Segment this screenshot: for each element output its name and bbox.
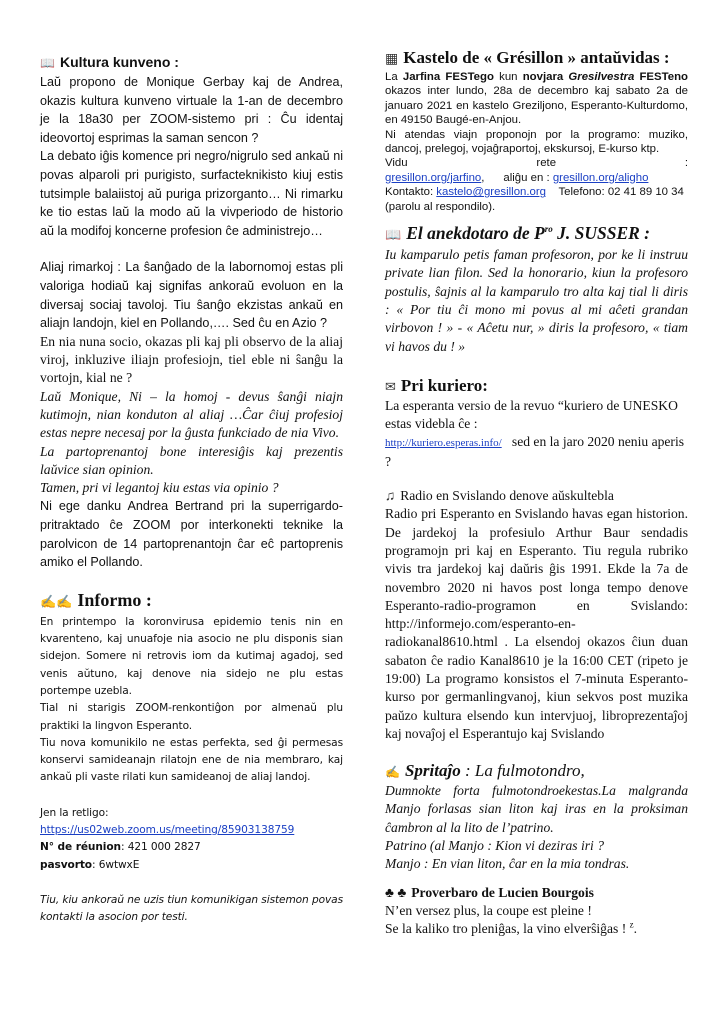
text: kun xyxy=(493,71,523,83)
meeting-number-label: N° de réunion xyxy=(40,841,121,854)
castle-grid-icon: ▦ xyxy=(385,52,399,67)
informo-closing: Tiu, kiu ankoraŭ ne uzis tiun komunikigan sistemon povas kontakti la asocion por testi. xyxy=(40,893,343,924)
spritajo-heading xyxy=(385,761,688,782)
kultura-kunveno-section xyxy=(40,52,343,572)
kuriero-heading xyxy=(385,376,688,397)
kuriero-title: Pri kuriero: xyxy=(400,375,488,395)
email-link[interactable]: kastelo@gresillon.org xyxy=(436,186,546,199)
informo-paragraph-1: En printempo la koronvirusa epidemio tenis nin en kvarenteno, kaj unuafoje nia asocio ne plu disponis sian sidejon. Somere ni retrovis iom da kutimaj agadoj, sed venis aŭtuno, kaj denove nia sidejo ne plu estas portempe uzebla. xyxy=(40,615,343,697)
proverbaro-section xyxy=(385,884,688,939)
phone-text: Telefono: 02 41 89 10 34 (parolu al respondilo). xyxy=(385,186,688,213)
radio-title: Radio en Svislando denove aŭskultebla xyxy=(400,488,614,504)
meeting-number-line xyxy=(40,839,343,856)
kultura-paragraph-5: Laŭ Monique, Ni – la homoj - devus ŝanĝi niajn kutimojn, nian konduton al aliaj …Ĉar ĉiuj profesioj estas nepre necesaj por la ĝusta funkciado de nia Vivo. xyxy=(40,388,343,441)
spritajo-line-1: Dumnokte forta fulmotondroekestas.La malgranda Manjo forlasas sian liton kaj iras en la proksiman ĉambron al la lito de l’patrino. xyxy=(385,783,688,835)
contact-label: Kontakto: xyxy=(385,186,437,199)
kastelo-heading xyxy=(385,48,688,70)
informo-paragraph-3: Tiu nova komunikilo ne estas perfekta, sed ĝi permesas konservi samideanajn rilatojn ene de nia membraro, kaj ankaŭ pli vaste rilati kun samideanoj de aliaj landoj. xyxy=(40,736,343,784)
text: , aliĝu en : xyxy=(481,171,553,184)
informo-title: Informo : xyxy=(77,589,152,610)
zoom-meeting-link[interactable]: https://us02web.zoom.us/meeting/85903138759 xyxy=(40,824,295,837)
link-intro: Jen la retligo: xyxy=(40,806,109,819)
book-icon: 📖 xyxy=(385,227,402,243)
jarfino-link[interactable]: gresillon.org/jarfino xyxy=(385,171,482,184)
meeting-number-value: : 421 000 2827 xyxy=(120,841,201,854)
informo-section xyxy=(40,588,343,927)
event-name: Jarfina FESTego xyxy=(402,71,494,83)
anekdotaro-heading xyxy=(385,222,688,246)
proverb-french: N’en versez plus, la coupe est pleine ! xyxy=(385,902,592,918)
text: sed en la jaro 2020 neniu aperis ? xyxy=(385,434,688,469)
writing-hand-icon: ✍✍ xyxy=(40,593,73,609)
proverb-esperanto xyxy=(385,920,688,938)
spacer xyxy=(40,874,343,892)
kultura-paragraph-1: Laŭ propono de Monique Gerbay kaj de Andrea, okazis kultura kunveno virtuale la 1-an de decembro je la 18a30 per ZOOM-sistemo pri : Ĉu identaj ideovortoj esprimas la saman sencon ? xyxy=(40,75,343,145)
radio-heading xyxy=(385,487,688,505)
text: okazos inter lundo, 28a de decembro kaj sabato 2a de januaro 2021 en kastelo Greziljono, Esperanto-Kulturdomo, en 49150 Baugé-en-Anjou. xyxy=(385,85,688,127)
spritajo-title: Spritaĵo xyxy=(404,761,461,781)
kultura-paragraph-4: En nia nuna socio, okazas pli kaj pli observo de la aliaj viroj, inkluzive iliajn profesiojn, tiel eble ni ŝanĝu la vortojn, kial ne ? xyxy=(40,333,343,386)
kultura-paragraph-8: Ni ege danku Andrea Bertrand pri la superrigardo-pritraktado ĉe ZOOM por interkonekti teknike la parolvicon de 14 partoprenantojn ĉar eĉ partoprenis amiko el Pollando. xyxy=(40,499,343,570)
text: Se la kaliko tro pleniĝas, la vino elverŝiĝas ! xyxy=(385,921,630,937)
kastelo-title: Kastelo de « Grésillon » antaŭvidas : xyxy=(403,48,670,67)
kultura-paragraph-2: La debato iĝis komence pri negro/nigrulo sed ankaŭ ni povas alparoli pri purigisto, surfacteknikisto kiuj estis tutsimple balaiistoj aŭ puriga prizorganto… Ni rimarku ke tio estas laŭ la modo aŭ la vivperiodo de historio aŭ la modifoj koncerne profesion ĉe administrejo… xyxy=(40,149,343,238)
right-column xyxy=(385,48,688,939)
password-line xyxy=(40,857,343,874)
kastelo-paragraph-1 xyxy=(385,70,688,128)
writing-hand-icon: ✍ xyxy=(385,765,400,780)
spacer xyxy=(385,356,688,376)
aligho-link[interactable]: gresillon.org/aligho xyxy=(552,171,649,184)
informo-heading xyxy=(40,588,343,614)
informo-paragraph-2: Tial ni starigis ZOOM-renkontiĝon por almenaŭ plu praktiki la lingvon Esperanto. xyxy=(40,702,343,732)
kuriero-text: La esperanta versio de la revuo “kuriero de UNESKO estas videbla ĉe : xyxy=(385,397,678,432)
password-label: pasvorto xyxy=(40,858,92,871)
proverbaro-heading xyxy=(385,884,688,902)
event-name-2: novjara xyxy=(522,71,569,83)
kuriero-link-line xyxy=(385,433,688,471)
spritajo-subtitle: : La fulmotondro, xyxy=(460,761,585,781)
text: . xyxy=(633,921,638,937)
spacer xyxy=(385,743,688,761)
password-value: : 6wtwxE xyxy=(92,858,140,871)
anekdotaro-title: El anekdotaro de P xyxy=(406,223,545,244)
spacer xyxy=(40,240,343,258)
radio-text: Radio pri Esperanto en Svislando havas egan historion. De jardekoj la profesiulo Arthur Baur sendadis programojn pri kaj en Esperanto. Tiu regula rubriko vivis tra jardekoj kaj daŭris ĝis 1991. Ekde la 7a de novembro 2020 ni havos post longa tempo denove Esperanto-radio-programon en Svislando: http://informejo.com/esperanto-en-radiokanal8610.html . La elsendoj okazos ĉiun duan sabaton ĉe radio Kanal8610 je la 16:00 CET (ripeto je 19:00) La programo konsistos el 7-minuta Esperanto-kurso por germanlingvanoj, kiun sekvos post muzika paŭzo kultura elsendo kun intervjuoj, libroprezentaĵoj kaj novaĵoj el Esperantujo kaj Svislando xyxy=(385,506,688,741)
kultura-paragraph-7: Tamen, pri vi legantoj kiu estas via opinio ? xyxy=(40,480,279,496)
kultura-paragraph-6: La partoprenantoj bone interesiĝis kaj prezentis laŭvice sian opinion. xyxy=(40,443,343,477)
kultura-title: Kultura kunveno : xyxy=(59,54,179,70)
event-name-italic: Gresilvestra xyxy=(568,71,635,83)
anekdotaro-section xyxy=(385,222,688,356)
kastelo-section xyxy=(385,48,688,214)
book-icon: 📖 xyxy=(40,56,55,70)
spacer xyxy=(385,874,688,884)
kultura-heading xyxy=(40,52,343,73)
title-superscript: ro xyxy=(544,224,553,235)
spritajo-line-2: Patrino (al Manjo : Kion vi deziras iri ? xyxy=(385,838,605,854)
spacer xyxy=(385,471,688,487)
anekdotaro-title-name: J. SUSSER : xyxy=(552,223,651,244)
envelope-icon: ✉ xyxy=(385,378,396,394)
kastelo-contact xyxy=(385,185,688,214)
club-suit-icon: ♣ ♣ xyxy=(385,884,407,900)
kuriero-link[interactable]: http://kuriero.esperas.info/ xyxy=(385,437,502,450)
anekdotaro-text: Iu kamparulo petis faman profesoron, por ke li instruu private lian filon. Sed la honorario, kiun la profesoro postulis, ŝajnis al la kamparulo tro alta kaj tial li diris : « Por tiu ĉi mono mi povus al mi aĉeti grandan virbovon ! » - « Aĉetu nur, » diris la profesoro, « tiam vi havos du ! » xyxy=(385,247,688,354)
zoom-link-line xyxy=(40,822,343,839)
music-note-icon: ♫ xyxy=(385,488,396,504)
left-column xyxy=(40,52,343,927)
event-name-3: FESTeno xyxy=(634,71,688,83)
proverbaro-title: Proverbaro de Lucien Bourgois xyxy=(411,884,594,900)
kastelo-links xyxy=(385,156,688,185)
spritajo-section xyxy=(385,761,688,873)
kuriero-section xyxy=(385,376,688,471)
spacer xyxy=(40,572,343,588)
radio-section xyxy=(385,487,688,743)
text: Vidu rete : xyxy=(385,157,688,170)
spritajo-line-3: Manjo : En vian liton, ĉar en la mia tondras. xyxy=(385,856,630,872)
kultura-paragraph-3: Aliaj rimarkoj : La ŝanĝado de la labornomoj estas pli valoriga hodiaŭ kaj signifas ankoraŭ evoluon en la diversaj sociaj tavoloj. Tiu ŝanĝo ekzistas ankaŭ en aliajn landojn, kiel en Pollando,…. Sed ĉu en Azio ? xyxy=(40,260,343,331)
superscript-mark: z xyxy=(629,919,634,930)
spacer xyxy=(385,214,688,222)
kastelo-paragraph-2: Ni atendas viajn proponojn por la programo: muziko, dancoj, prelegoj, vojaĝraportoj, ekskursoj, E-kurso ktp. xyxy=(385,128,688,156)
spacer xyxy=(40,787,343,805)
text: La xyxy=(385,71,403,83)
